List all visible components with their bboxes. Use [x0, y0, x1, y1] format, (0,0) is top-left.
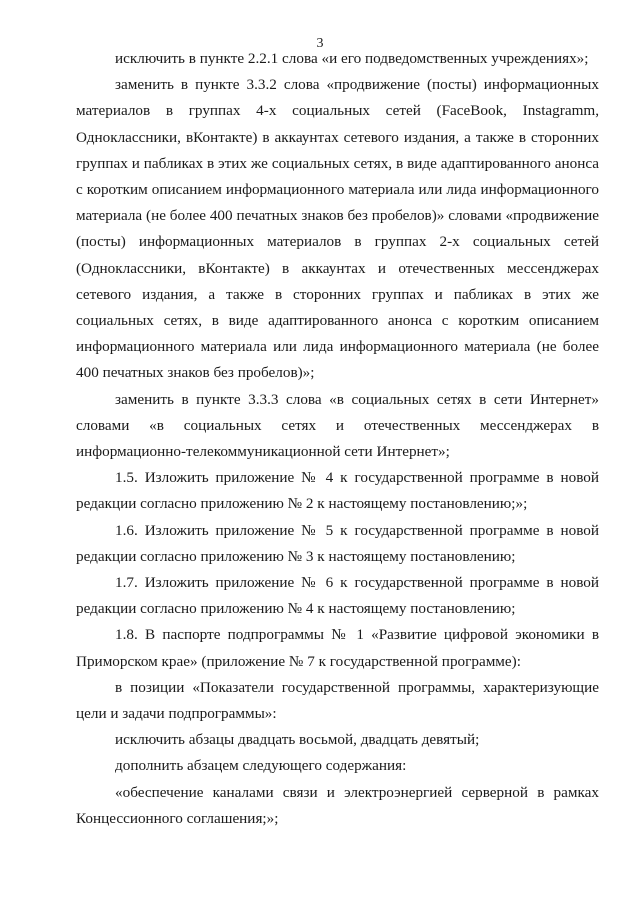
- paragraph-replace-3-3-3: заменить в пункте 3.3.3 слова «в социальных сетях в сети Интернет» словами «в социальных сетях и отечественных мессенджерах в информационно-телекоммуникационной сети Интернет»;: [76, 390, 599, 461]
- paragraph-indicators-position: в позиции «Показатели государственной программы, характеризующие цели и задачи подпрограммы»:: [76, 678, 599, 723]
- paragraph-exclude-abzacy: исключить абзацы двадцать восьмой, двадцать девятый;: [115, 731, 480, 749]
- paragraph-exclude-2-2-1: исключить в пункте 2.2.1 слова «и его подведомственных учреждениях»;: [115, 50, 589, 67]
- paragraph-item-1-6: 1.6. Изложить приложение № 5 к государственной программе в новой редакции согласно приложению № 3 к настоящему постановлению;: [76, 521, 599, 565]
- paragraph-item-1-5: 1.5. Изложить приложение № 4 к государственной программе в новой редакции согласно приложению № 2 к настоящему постановлению;»;: [76, 469, 599, 513]
- paragraph-add-abzac: дополнить абзацем следующего содержания:: [115, 757, 407, 775]
- paragraph-replace-3-3-2: заменить в пункте 3.3.2 слова «продвижение (посты) информационных материалов в группах 4-х социальных сетей (FaceBook, Instagramm, Одноклассники, вКонтакте) в аккаунтах сетевого издания, а также в сторонних группах и пабликах в этих же социальных сетях, в виде адаптированного анонса с коротким описанием информационного материала или лида информационного материала (не более 400 печатных знаков без пробелов)» словами «продвижение (посты) информационных материалов в группах 2-х социальных сетей (Одноклассники, вКонтакте) в аккаунтах и отечественных мессенджерах сетевого издания, а также в сторонних группах и пабликах в этих же социальных сетях, в виде адаптированного анонса с коротким описанием информационного материала или лида информационного материала (не более 400 печатных знаков без пробелов)»;: [76, 76, 599, 382]
- paragraph-item-1-8: 1.8. В паспорте подпрограммы № 1 «Развитие цифровой экономики в Приморском крае» (приложение № 7 к государственной программе):: [76, 626, 599, 670]
- paragraph-item-1-7: 1.7. Изложить приложение № 6 к государственной программе в новой редакции согласно приложению № 4 к настоящему постановлению;: [76, 574, 599, 618]
- paragraph-new-text: «обеспечение каналами связи и электроэнергией серверной в рамках Концессионного соглашения;»;: [76, 783, 599, 827]
- page-number: 3: [316, 36, 324, 51]
- document-body: [76, 46, 599, 832]
